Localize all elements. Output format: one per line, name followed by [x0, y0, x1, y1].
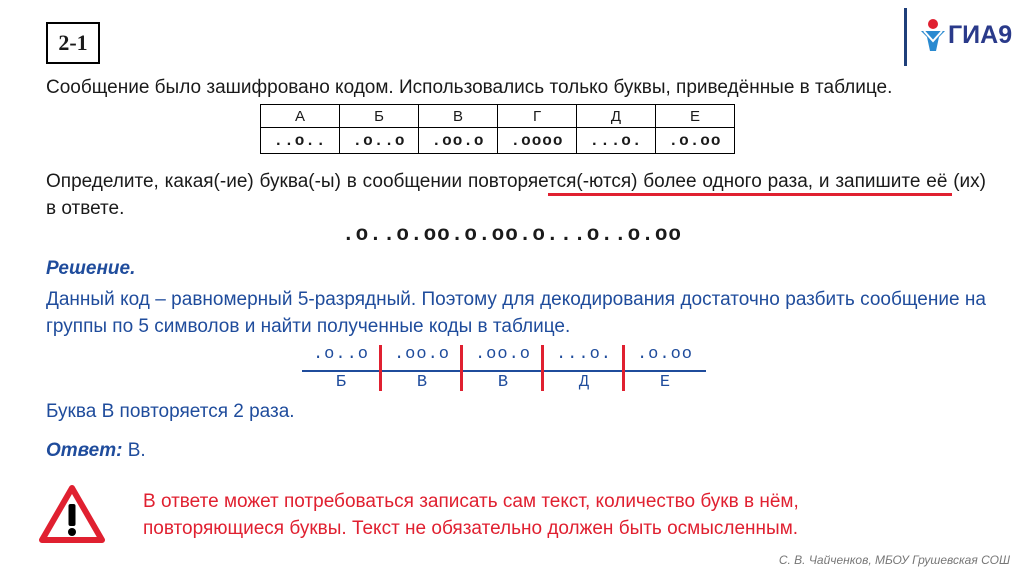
warning-note: В ответе может потребоваться записать сам текст, количество букв в нём, повторяющиеся буквы. Текст не обязательно должен быть осмысленным.	[143, 491, 799, 539]
group-code: ...o.	[555, 345, 612, 364]
intro-text: Сообщение было зашифровано кодом. Использовались только буквы, приведённые в таблице.	[46, 77, 893, 98]
table-letter: Д	[577, 105, 656, 128]
group-divider	[622, 345, 625, 391]
group-code: .oo.o	[393, 345, 450, 364]
table-code: ..o..	[261, 128, 340, 154]
group-letter: В	[497, 373, 509, 392]
group-code: .o..o	[312, 345, 369, 364]
highlight-underline	[548, 193, 952, 196]
table-letter: Г	[498, 105, 577, 128]
gia9-logo-icon	[918, 17, 948, 53]
task-number-box	[46, 22, 100, 64]
table-letter: В	[419, 105, 498, 128]
group-divider	[379, 345, 382, 391]
table-letter: Б	[340, 105, 419, 128]
task-text-before: Определите, какая(-ие) буква(-ы) в сообщении	[46, 171, 468, 192]
warning-triangle-icon	[38, 484, 106, 544]
solution-heading: Решение.	[46, 258, 136, 279]
cipher-table	[260, 104, 735, 154]
group-letter: Б	[335, 373, 347, 392]
task-number: 2-1	[58, 30, 88, 55]
encoded-message: .o..o.oo.o.oo.o...o..o.oo	[341, 224, 683, 247]
gia9-logo	[918, 14, 1016, 56]
group-code: .oo.o	[474, 345, 531, 364]
group-divider	[541, 345, 544, 391]
logo-text: ГИА9	[948, 20, 1013, 49]
letters-row	[261, 105, 735, 128]
group-code: .o.oo	[636, 345, 693, 364]
group-divider	[460, 345, 463, 391]
table-code: .oooo	[498, 128, 577, 154]
groups-baseline	[302, 370, 706, 372]
table-letter: А	[261, 105, 340, 128]
group-letter: В	[416, 373, 428, 392]
header-divider	[904, 8, 907, 66]
group-letter: Д	[578, 373, 590, 392]
solution-text: Данный код – равномерный 5-разрядный. Поэтому для декодирования достаточно разбить сообщение на группы по 5 символов и найти полученные коды в таблице.	[46, 289, 986, 337]
codes-row	[261, 128, 735, 154]
task-text-after: , и запишите её (их) в ответе.	[46, 171, 987, 219]
answer-value: В.	[122, 440, 146, 461]
footer-credit: С. В. Чайченков, МБОУ Грушевская СОШ	[778, 553, 1010, 567]
table-code: ...o.	[577, 128, 656, 154]
group-letter: Е	[659, 373, 671, 392]
table-code: .o.oo	[656, 128, 735, 154]
code-groups	[302, 345, 722, 395]
table-code: .oo.o	[419, 128, 498, 154]
task-text-highlight: повторяется(-ются) более одного раза	[467, 171, 808, 192]
table-code: .o..o	[340, 128, 419, 154]
table-letter: Е	[656, 105, 735, 128]
answer-label: Ответ:	[46, 440, 123, 461]
result-text: Буква В повторяется 2 раза.	[46, 401, 295, 422]
answer-line	[46, 440, 146, 462]
